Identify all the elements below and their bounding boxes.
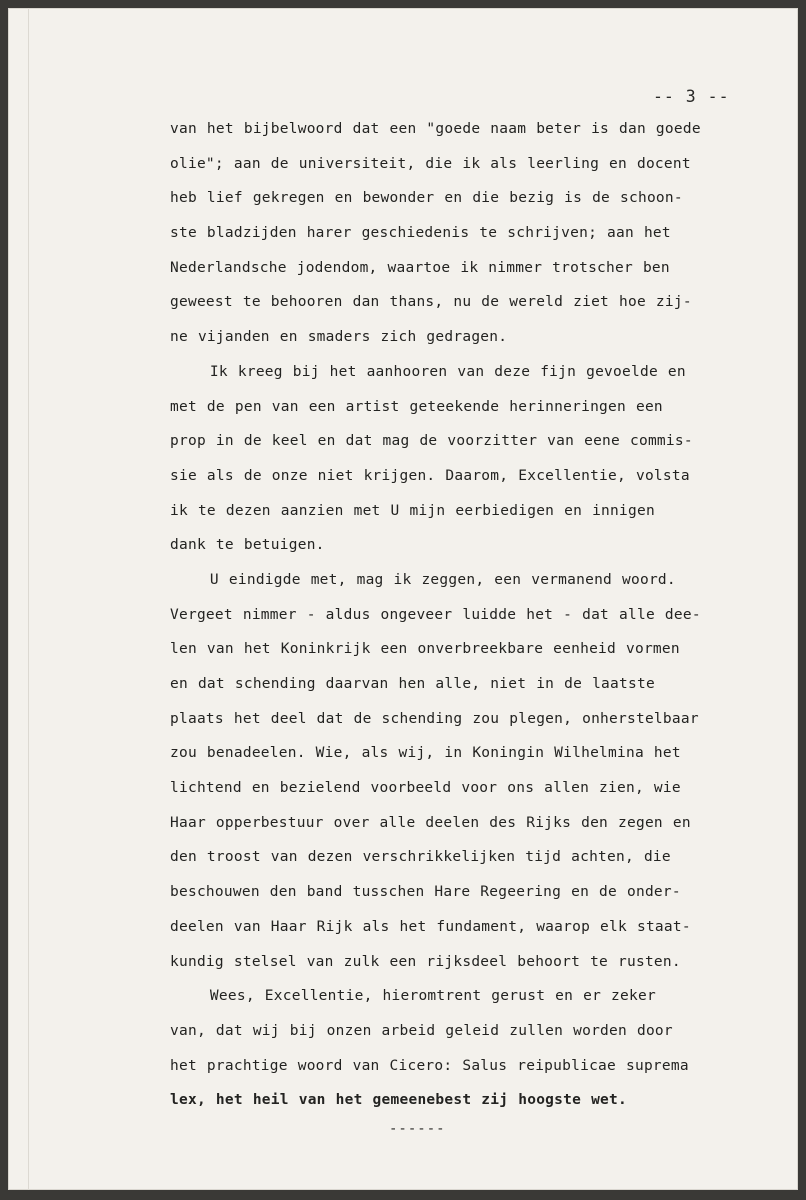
text-line: olie"; aan de universiteit, die ik als leerling en docent bbox=[170, 155, 691, 172]
text-line: len van het Koninkrijk een onverbreekbare eenheid vormen bbox=[170, 641, 680, 658]
text-line: U eindigde met, mag ik zeggen, een vermanend woord. bbox=[170, 571, 676, 588]
text-line: zou benadeelen. Wie, als wij, in Koningin Wilhelmina het bbox=[170, 745, 681, 762]
text-line: met de pen van een artist geteekende herinneringen een bbox=[170, 398, 663, 415]
text-line: geweest te behooren dan thans, nu de wereld ziet hoe zij- bbox=[170, 294, 692, 311]
text-line: ik te dezen aanzien met U mijn eerbiedigen en innigen bbox=[170, 502, 655, 519]
text-line: het prachtige woord van Cicero: Salus reipublicae suprema bbox=[170, 1057, 689, 1074]
text-line: van het bijbelwoord dat een "goede naam beter is dan goede bbox=[170, 121, 701, 137]
page-fold-line bbox=[28, 8, 29, 1190]
text-line: prop in de keel en dat mag de voorzitter van eene commis- bbox=[170, 433, 693, 450]
end-rule: ------ bbox=[389, 1121, 446, 1137]
text-line: kundig stelsel van zulk een rijksdeel behoort te rusten. bbox=[170, 953, 681, 970]
text-line: Wees, Excellentie, hieromtrent gerust en er zeker bbox=[170, 988, 656, 1005]
text-line: en dat schending daarvan hen alle, niet in de laatste bbox=[170, 676, 655, 692]
text-line: sie als de onze niet krijgen. Daarom, Excellentie, volsta bbox=[170, 467, 690, 484]
text-line: lex, het heil van het gemeenebest zij hoogste wet. bbox=[170, 1092, 627, 1109]
text-line: deelen van Haar Rijk als het fundament, waarop elk staat- bbox=[170, 918, 691, 935]
text-line: lichtend en bezielend voorbeeld voor ons allen zien, wie bbox=[170, 780, 681, 797]
text-line: ne vijanden en smaders zich gedragen. bbox=[170, 329, 508, 346]
page-number: -- 3 -- bbox=[653, 87, 730, 106]
text-line: den troost van dezen verschrikkelijken tijd achten, die bbox=[170, 849, 671, 866]
text-line: van, dat wij bij onzen arbeid geleid zullen worden door bbox=[170, 1022, 673, 1039]
text-line: Vergeet nimmer - aldus ongeveer luidde het - dat alle dee- bbox=[170, 606, 701, 623]
text-line: ste bladzijden harer geschiedenis te schrijven; aan het bbox=[170, 225, 671, 242]
text-line: beschouwen den band tusschen Hare Regeering en de onder- bbox=[170, 884, 681, 901]
text-line: heb lief gekregen en bewonder en die bezig is de schoon- bbox=[170, 190, 683, 207]
text-line: Haar opperbestuur over alle deelen des Rijks den zegen en bbox=[170, 814, 691, 831]
text-line: Nederlandsche jodendom, waartoe ik nimmer trotscher ben bbox=[170, 259, 670, 276]
text-line: dank te betuigen. bbox=[170, 537, 325, 554]
body-text bbox=[170, 112, 780, 1118]
text-line: Ik kreeg bij het aanhooren van deze fijn gevoelde en bbox=[170, 363, 686, 380]
document-page bbox=[8, 8, 798, 1190]
text-line: plaats het deel dat de schending zou plegen, onherstelbaar bbox=[170, 710, 699, 727]
